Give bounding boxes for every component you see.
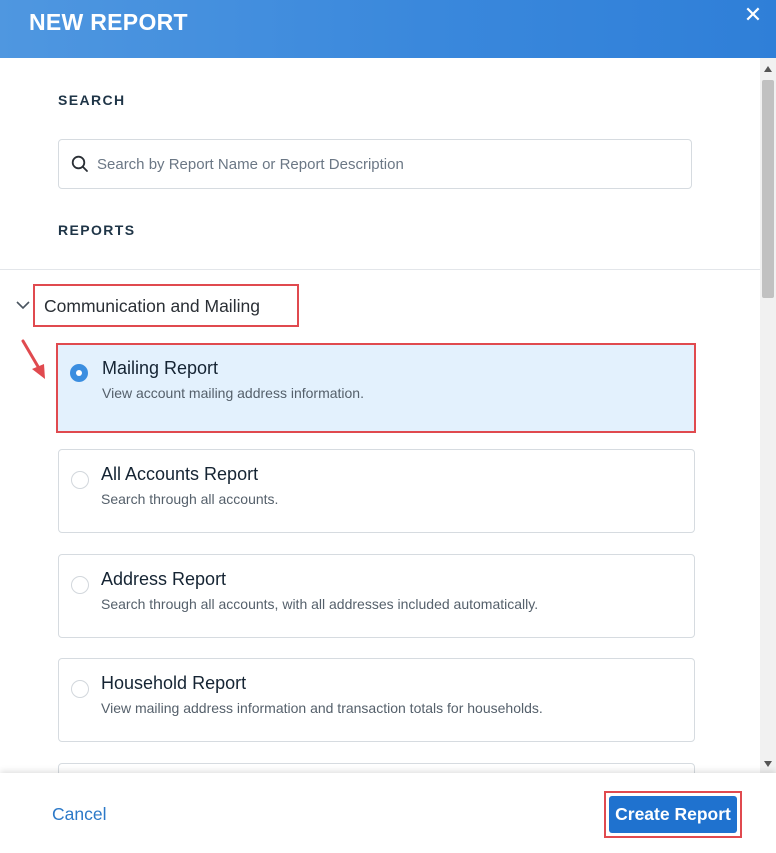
reports-section-label: REPORTS xyxy=(58,222,136,238)
report-option-all-accounts[interactable] xyxy=(58,449,695,533)
search-box xyxy=(58,139,692,189)
report-name: Mailing Report xyxy=(102,358,219,378)
scroll-up-arrow-icon[interactable] xyxy=(764,66,772,72)
close-icon[interactable]: ✕ xyxy=(743,2,763,27)
dialog-header xyxy=(0,0,776,58)
dialog-title: NEW REPORT xyxy=(29,9,188,35)
search-section-label: SEARCH xyxy=(58,92,126,108)
report-description: View account mailing address information. xyxy=(102,385,364,401)
report-description: View mailing address information and transaction totals for households. xyxy=(101,700,543,716)
dialog-body xyxy=(0,58,760,773)
annotation-arrow-icon xyxy=(18,337,50,381)
report-name: Household Report xyxy=(101,673,247,693)
create-report-highlight xyxy=(604,791,742,838)
report-option-address[interactable] xyxy=(58,554,695,638)
chevron-down-icon[interactable] xyxy=(14,298,32,312)
report-option-partial[interactable] xyxy=(58,763,695,773)
search-input[interactable] xyxy=(97,140,687,188)
radio-unselected[interactable] xyxy=(71,680,89,698)
dialog-footer xyxy=(0,773,776,853)
report-name: All Accounts Report xyxy=(101,464,259,484)
report-description: Search through all accounts. xyxy=(101,491,279,507)
create-report-button[interactable]: Create Report xyxy=(609,796,737,833)
report-option-mailing[interactable] xyxy=(56,343,696,433)
report-group-title[interactable]: Communication and Mailing xyxy=(33,284,299,327)
scrollbar[interactable] xyxy=(760,58,776,773)
radio-selected[interactable] xyxy=(70,364,88,382)
cancel-button[interactable]: Cancel xyxy=(52,804,107,824)
divider xyxy=(0,269,760,270)
scroll-thumb[interactable] xyxy=(762,80,774,298)
report-option-household[interactable] xyxy=(58,658,695,742)
radio-unselected[interactable] xyxy=(71,471,89,489)
search-icon xyxy=(71,155,89,173)
report-name: Address Report xyxy=(101,569,227,589)
radio-unselected[interactable] xyxy=(71,576,89,594)
report-description: Search through all accounts, with all addresses included automatically. xyxy=(101,596,539,612)
scroll-down-arrow-icon[interactable] xyxy=(764,761,772,767)
